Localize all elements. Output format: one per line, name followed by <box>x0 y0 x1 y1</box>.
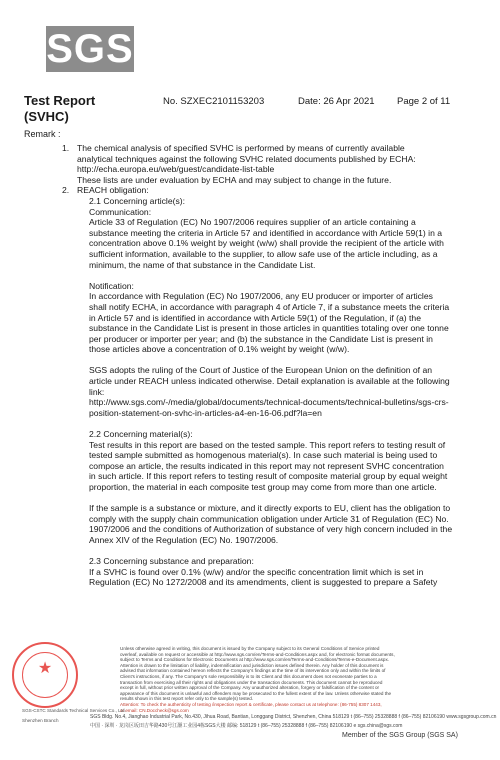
report-title-line1: Test Report <box>24 93 96 108</box>
section-2-3-heading: 2.3 Concerning substance and preparation: <box>89 556 254 567</box>
terms-line: results shown in this test report refer only to the sample(s) tested. <box>120 696 254 702</box>
doccheck-email[interactable]: or email: CN.Doccheck@sgs.com <box>120 707 189 713</box>
communication-line: substance meeting the criteria in Article 57 and identified in accordance with Article 59(1) in a <box>89 227 443 238</box>
sgs-ruling-line: SGS adopts the ruling of the Court of Justice of the European Union on the definition of an <box>89 365 433 376</box>
report-date: Date: 26 Apr 2021 <box>298 96 375 107</box>
report-number: No. SZXEC2101153203 <box>163 96 265 107</box>
material-line: tested sample submitted as homogenous material(s). In case such material is being used to <box>89 450 438 461</box>
sgs-ruling-line: link: <box>89 386 105 397</box>
terms-line: except in full, without prior written approval of the Company. Any unauthorized alteration, forgery or falsification of the content or <box>120 685 380 691</box>
material-line: Test results in this report are based on the tested sample. This report refers to testing result of <box>89 439 446 450</box>
notification-line: per producer or importer per year; and (b) the substance in the Candidate List is present in <box>89 333 433 344</box>
report-title-line2: (SVHC) <box>24 109 69 124</box>
sgs-bulletin-link[interactable]: position-statement-on-svhc-in-articles-a4-en-16-06.pdf?la=en <box>89 407 322 418</box>
section-2-1-heading: 2.1 Concerning article(s): <box>89 195 186 206</box>
item-1-number: 1. <box>62 143 70 153</box>
terms-line: Attention is drawn to the limitation of liability, indemnification and jurisdiction issues defined therein. Any holder of this document is <box>120 662 384 668</box>
mixture-line: If the sample is a substance or mixture, and it directly exports to EU, client has the obligation to <box>89 503 451 514</box>
material-line: in such article. If this report refers to testing result of composite material group by equal weight <box>89 471 448 482</box>
terms-line: Unless otherwise agreed in writing, this document is issued by the Company subject to its General Conditions of Service printed <box>120 646 380 651</box>
authenticity-line: Attention: To check the authenticity of testing /inspection report & certificate, please contact us at telephone: (86-755) 8307 1443, <box>120 701 382 707</box>
mixture-line: 1907/2006 and the conditions of Authorization of substance of very high concern included in the <box>89 524 453 535</box>
notification-line: in Article 57 and is identified in accordance with Article 59(1) of the Regulation, if (a) the <box>89 312 421 323</box>
item-1-line: The chemical analysis of specified SVHC is performed by means of currently available <box>77 143 405 153</box>
terms-line: advised that information contained hereon reflects the Company's findings at the time of its intervention only and within the limits of <box>120 668 386 674</box>
mixture-line: comply with the supply chain communication obligation under Article 31 of Regulation (EC) No. <box>89 513 449 524</box>
terms-line: overleaf, available on request or accessible at http://www.sgs.com/en/Terms-and-Conditions.aspx and, for electronic format documents, <box>120 651 395 657</box>
report-title <box>24 93 95 125</box>
communication-line: concentration above 0.1% weight by weight (w/w) shall provide the recipient of the article with <box>89 238 444 249</box>
material-line: proportion, the material in each composite test group may come from more than one article. <box>89 482 437 492</box>
section-2-1 <box>89 196 477 588</box>
notification-line: shall notify ECHA, in accordance with paragraph 4 of Article 7, if a substance meets the criteria <box>89 301 450 312</box>
company-name: SGS-CSTC Standards Technical Services Co., Ltd. <box>22 708 126 713</box>
item-1-line: These lists are under evaluation by ECHA and may subject to change in the future. <box>77 174 392 185</box>
communication-heading: Communication: <box>89 206 152 217</box>
sgs-member-note: Member of the SGS Group (SGS SA) <box>342 732 458 739</box>
item-1-line: analytical techniques against the following SVHC related documents published by ECHA: <box>77 153 416 164</box>
document-body <box>62 143 477 588</box>
sgs-logo: SGS <box>46 27 134 71</box>
terms-line: transaction from exercising all their rights and obligations under the transaction documents. This document cannot be reproduced <box>120 679 383 685</box>
remark-label: Remark : <box>24 129 61 139</box>
item-1 <box>62 143 477 185</box>
company-branch: Shenzhen Branch <box>22 718 59 723</box>
item-2-number: 2. <box>62 185 70 196</box>
terms-line: appearance of this document is unlawful and offenders may be prosecuted to the fullest extent of the law. Unless otherwise stated the <box>120 690 392 696</box>
communication-line: minimum, the name of that substance in the Candidate List. <box>89 259 316 270</box>
terms-fine-print <box>120 646 485 713</box>
sgs-bulletin-link[interactable]: http://www.sgs.com/-/media/global/documents/technical-documents/technical-bulletins/sgs-crs- <box>89 397 449 408</box>
notification-line: those articles above a concentration of 0.1% weight by weight (w/w). <box>89 344 350 355</box>
terms-line: Client's instructions, if any. The Company's sole responsibility is to its Client and this document does not exonerate parties to a <box>120 673 377 679</box>
item-2 <box>62 185 477 588</box>
communication-line: Article 33 of Regulation (EC) No 1907/2006 requires supplier of an article containing a <box>89 217 416 228</box>
echa-link[interactable]: http://echa.europa.eu/web/guest/candidate-list-table <box>77 164 275 175</box>
substance-line: If a SVHC is found over 0.1% (w/w) and/or the specific concentration limit which is set in <box>89 566 424 577</box>
sgs-ruling-line: article under REACH unless indicated otherwise. Detail explanation is available at the following <box>89 376 450 387</box>
item-2-heading: REACH obligation: <box>77 185 149 196</box>
address-chinese: 中国 · 深圳 · 龙岗区坂田吉华路430号江灏工业园4栋SGS大楼 邮编: 518129 t (86–755) 25328888 f (86–755) 82106190 e sgs.china@sgs.com <box>90 723 403 729</box>
section-2-2-heading: 2.2 Concerning material(s): <box>89 429 193 440</box>
page-number: Page 2 of 11 <box>397 96 451 107</box>
notification-line: substance in the Candidate List is present in those articles in quantities totaling over one tonne <box>89 323 449 334</box>
address-english: SGS Bldg. No.4, Jianghao Industrial Park, No.430, Jihua Road, Bantian, Longgang District, Shenzhen, China 518129 t (86–755) 25328888 f (86–755) 82106190 www.sgsgroup.com.cn <box>90 714 497 720</box>
substance-line: Regulation (EC) No 1272/2008 and its amendments, client is suggested to prepare a Safety <box>89 577 438 588</box>
seal-star-icon: ★ <box>37 660 53 677</box>
mixture-line: Annex XIV of the Regulation (EC) No. 1907/2006. <box>89 534 279 545</box>
notification-line: In accordance with Regulation (EC) No 1907/2006, any EU producer or importer of articles <box>89 291 433 302</box>
material-line: compose an article, the results indicated in this report may not represent SVHC concentration <box>89 460 444 471</box>
terms-line: subject to Terms and Conditions for Electronic Documents at http://www.sgs.com/en/Terms-and-Conditions/Terms-e-Document.aspx. <box>120 657 390 663</box>
communication-line: sufficient information, available to the supplier, to allow safe use of the article including, as a <box>89 248 438 259</box>
notification-heading: Notification: <box>89 280 134 291</box>
company-seal <box>12 642 78 708</box>
